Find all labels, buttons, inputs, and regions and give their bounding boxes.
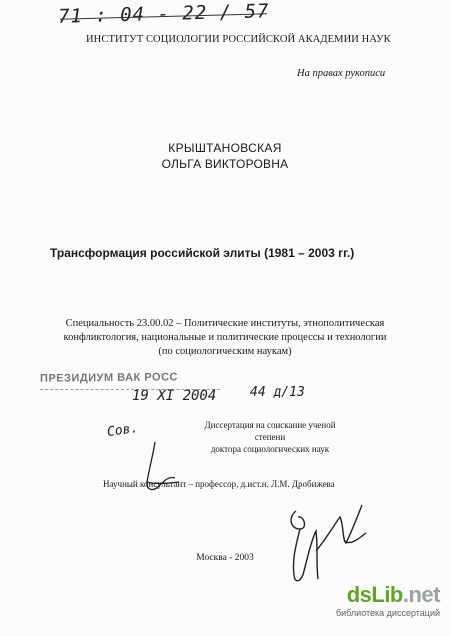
logo-brand-main: dsLib — [346, 582, 403, 607]
logo-tagline: библиотека диссертаций — [335, 608, 440, 618]
vak-stamp: ПРЕЗИДИУМ ВАК РОСС — [39, 371, 178, 385]
dissertation-title: Трансформация российской элиты (1981 – 2003 гг.) — [50, 246, 355, 260]
dissertation-degree-block — [200, 419, 340, 455]
dslib-logo — [310, 583, 440, 607]
handwritten-date: 19 XI 2004 — [132, 388, 217, 404]
author-given-names: ОЛЬГА ВИКТОРОВНА — [161, 157, 289, 171]
stamp-signature — [135, 440, 185, 500]
handwritten-registration-number: 44 д/13 — [250, 385, 305, 400]
dissertation-line-1: Диссертация на соискание ученой степени — [204, 420, 336, 442]
dslib-watermark[interactable] — [310, 583, 440, 618]
specialty-description: Специальность 23.00.02 – Политические институты, этнополитическая конфликтология, национальные и политические процессы и технологии (по социологическим наукам) — [63, 318, 387, 357]
city-year: Москва - 2003 — [196, 553, 254, 563]
scientific-consultant: Научный консультант – профессор, д.ист.н. Л.М. Дробижева — [103, 479, 335, 489]
dissertation-line-2: доктора социологических наук — [210, 444, 330, 454]
archive-number-handwritten: 71 : 04 - 22 / 57 — [57, 0, 270, 28]
logo-brand-tld: .net — [402, 582, 440, 607]
author-signature — [282, 495, 372, 590]
author-surname: КРЫШТАНОВСКАЯ — [168, 141, 282, 155]
manuscript-rights-note: На правах рукописи — [297, 68, 386, 79]
handwritten-note: Сов. — [106, 420, 140, 441]
institute-name: ИНСТИТУТ СОЦИОЛОГИИ РОССИЙСКОЙ АКАДЕМИИ НАУК — [86, 34, 391, 45]
